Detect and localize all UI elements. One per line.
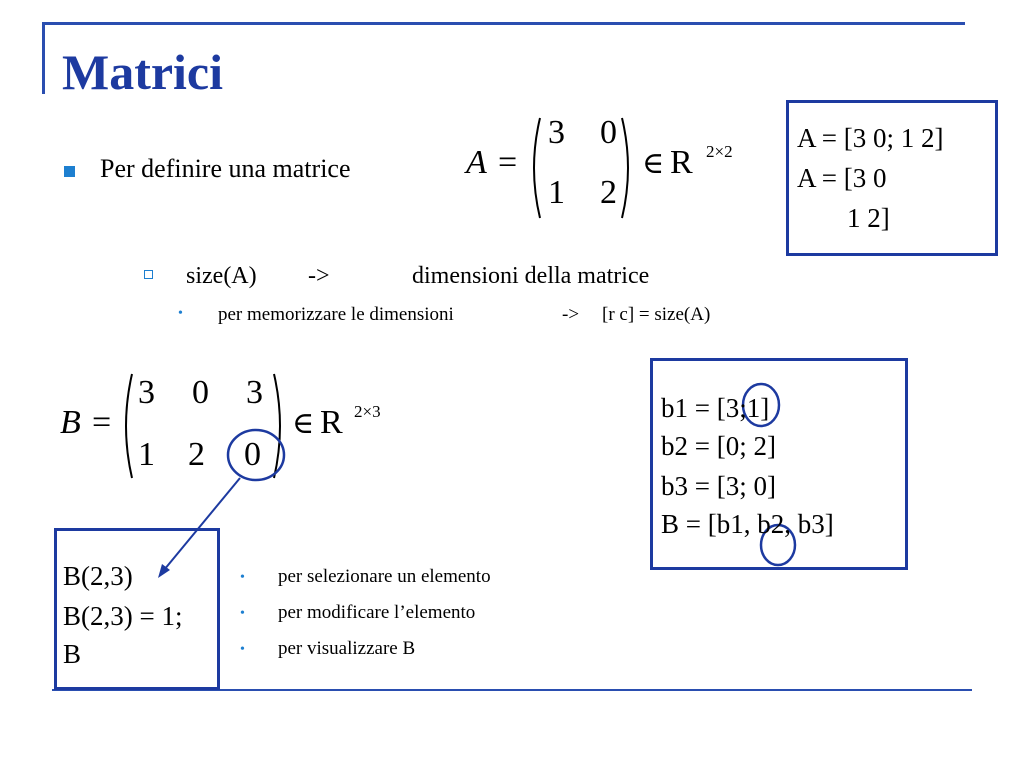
matrix-b-cell: 0 bbox=[192, 374, 209, 411]
dot-bullet-icon: • bbox=[240, 642, 245, 657]
matrix-b-cell: 3 bbox=[246, 374, 263, 411]
code-line: 1 2] bbox=[847, 203, 890, 233]
dot-bullet-icon: • bbox=[240, 606, 245, 621]
matrix-a-name: A bbox=[466, 144, 487, 181]
matrix-b-cell: 2 bbox=[188, 436, 205, 473]
element-access-code-box bbox=[54, 528, 220, 690]
real-set-symbol: R bbox=[320, 404, 343, 441]
size-arrow: -> bbox=[308, 263, 330, 289]
matrix-b-cell: 3 bbox=[138, 374, 155, 411]
matrix-a-dimension: 2×2 bbox=[706, 142, 733, 161]
size-sub-arrow: -> bbox=[562, 304, 580, 325]
matrix-a-cell: 3 bbox=[548, 114, 565, 151]
dot-bullet-icon: • bbox=[178, 306, 183, 321]
matrix-b-dimension: 2×3 bbox=[354, 402, 381, 421]
highlight-ellipse bbox=[228, 430, 284, 480]
matrix-a-cell: 1 bbox=[548, 174, 565, 211]
size-command: size(A) bbox=[186, 263, 257, 289]
bullet-text-define-matrix: Per definire una matrice bbox=[100, 154, 351, 183]
matrix-b-cell: 1 bbox=[138, 436, 155, 473]
matrix-b-cell: 0 bbox=[244, 436, 261, 473]
note-select-element: per selezionare un elemento bbox=[278, 566, 491, 587]
matrix-a-cell: 2 bbox=[600, 174, 617, 211]
element-of-symbol: ∈ bbox=[292, 407, 315, 440]
matrix-b-equals: = bbox=[92, 404, 112, 441]
note-display-b: per visualizzare B bbox=[278, 638, 416, 659]
code-line: B = [b1, b2, b3] bbox=[661, 509, 834, 539]
code-line: b3 = [3; 0] bbox=[661, 471, 776, 501]
matrix-b-name: B bbox=[60, 404, 81, 441]
matrix-a-equals: = bbox=[498, 144, 518, 181]
code-line: B bbox=[63, 639, 82, 669]
matrix-a-cell: 0 bbox=[600, 114, 617, 151]
code-line: B(2,3) bbox=[63, 561, 133, 591]
slide-title: Matrici bbox=[62, 44, 224, 100]
code-line: b1 = [3;1] bbox=[661, 393, 770, 423]
size-sub-code: [r c] = size(A) bbox=[602, 304, 711, 325]
matrix-b-code-box bbox=[650, 358, 908, 570]
code-line: A = [3 0 bbox=[797, 163, 887, 193]
size-description: dimensioni della matrice bbox=[412, 263, 650, 289]
real-set-symbol: R bbox=[670, 144, 693, 181]
code-line: B(2,3) = 1; bbox=[63, 601, 183, 631]
code-line: b2 = [0; 2] bbox=[661, 431, 776, 461]
size-sub-description: per memorizzare le dimensioni bbox=[218, 304, 454, 325]
dot-bullet-icon: • bbox=[240, 570, 245, 585]
element-of-symbol: ∈ bbox=[642, 147, 665, 180]
code-line: A = [3 0; 1 2] bbox=[797, 123, 944, 153]
note-modify-element: per modificare l’elemento bbox=[278, 602, 476, 623]
